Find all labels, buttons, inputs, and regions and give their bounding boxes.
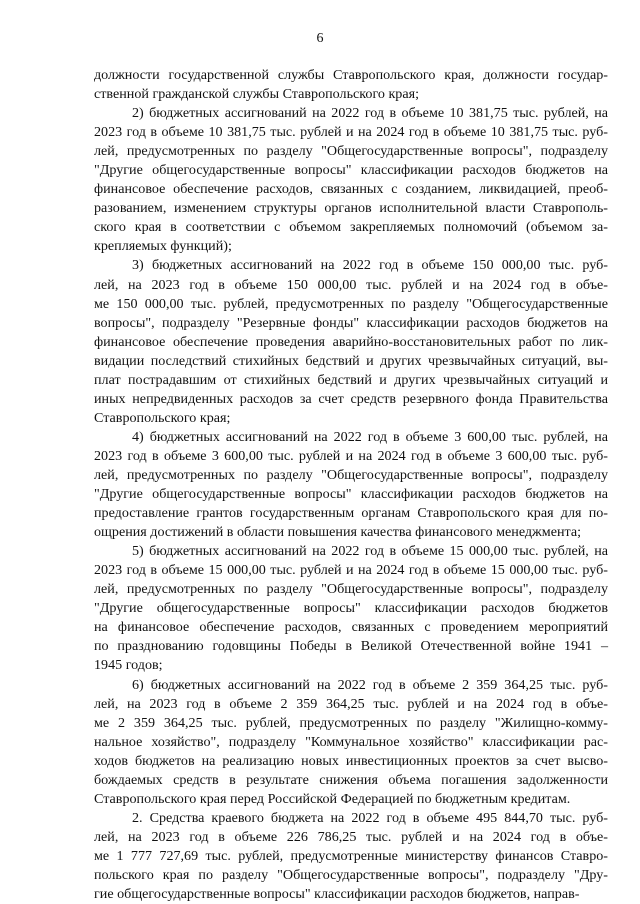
text-line: лей, предусмотренных по разделу "Общегосударственные вопросы", подразделу xyxy=(94,466,608,483)
text-line: 1945 годов; xyxy=(94,657,163,674)
text-line: на финансовое обеспечение расходов, связанных с проведением мероприятий xyxy=(94,619,608,636)
text-line: 2) бюджетных ассигнований на 2022 год в объеме 10 381,75 тыс. рублей, на xyxy=(132,105,608,122)
text-line: бождаемых средств в результате снижения объема погашения задолженности xyxy=(94,771,608,788)
paragraph-item-5 xyxy=(94,542,608,675)
text-line: вопросы", подразделу "Резервные фонды" классификации расходов бюджетов на xyxy=(94,314,608,331)
text-line: 2023 год в объеме 3 600,00 тыс. рублей и на 2024 год в объеме 3 600,00 тыс. руб- xyxy=(94,447,608,464)
text-line: предоставление грантов государственным органам Ставропольского края для по- xyxy=(94,505,608,522)
text-line: финансовое обеспечение проведения аварийно-восстановительных работ по лик- xyxy=(94,333,608,350)
text-line: финансовое обеспечение расходов, связанных с созданием, ликвидацией, преоб- xyxy=(94,181,608,198)
text-line: крепляемых функций); xyxy=(94,238,232,255)
paragraph-continuation xyxy=(94,66,608,104)
text-line: ме 150 000,00 тыс. рублей, предусмотренных по разделу "Общегосударственные xyxy=(94,295,608,312)
text-line: 2023 год в объеме 10 381,75 тыс. рублей и на 2024 год в объеме 10 381,75 тыс. руб- xyxy=(94,124,608,141)
text-line: 6) бюджетных ассигнований на 2022 год в объеме 2 359 364,25 тыс. руб- xyxy=(132,676,608,693)
text-line: польского края по разделу "Общегосударственные вопросы", подразделу "Дру- xyxy=(94,866,608,883)
text-line: ственной гражданской службы Ставропольского края; xyxy=(94,86,419,103)
paragraph-item-2 xyxy=(94,104,608,256)
text-line: ме 2 359 364,25 тыс. рублей, предусмотренных по разделу "Жилищно-комму- xyxy=(94,714,608,731)
text-line: "Другие общегосударственные вопросы" классификации расходов бюджетов на xyxy=(94,486,608,503)
text-line: должности государственной службы Ставропольского края, должности государ- xyxy=(94,67,608,83)
text-line: 4) бюджетных ассигнований на 2022 год в объеме 3 600,00 тыс. рублей, на xyxy=(132,428,608,445)
text-line: иных непредвиденных расходов за счет средств резервного фонда Правительства xyxy=(94,390,608,407)
text-line: 3) бюджетных ассигнований на 2022 год в объеме 150 000,00 тыс. руб- xyxy=(132,257,608,274)
text-line: лей, на 2023 год в объеме 150 000,00 тыс. рублей и на 2024 год в объе- xyxy=(94,276,608,293)
text-line: гие общегосударственные вопросы" классификации расходов бюджетов, направ- xyxy=(94,886,580,903)
text-line: разованием, изменением структуры органов исполнительной власти Ставрополь- xyxy=(94,200,608,217)
paragraph-item-3 xyxy=(94,256,608,427)
paragraph-item-6 xyxy=(94,676,608,809)
text-line: плат пострадавшим от стихийных бедствий и других чрезвычайных ситуаций и xyxy=(94,371,608,388)
text-line: ме 1 777 727,69 тыс. рублей, предусмотренные министерству финансов Ставро- xyxy=(94,847,608,864)
text-line: ходов бюджетов на реализацию новых инвестиционных проектов за счет высво- xyxy=(94,752,608,769)
text-line: 5) бюджетных ассигнований на 2022 год в объеме 15 000,00 тыс. рублей, на xyxy=(132,543,608,560)
text-line: "Другие общегосударственные вопросы" классификации расходов бюджетов на xyxy=(94,162,608,179)
paragraph-item-4 xyxy=(94,428,608,542)
text-line: лей, предусмотренных по разделу "Общегосударственные вопросы", подразделу xyxy=(94,143,608,160)
text-line: нальное хозяйство", подразделу "Коммунальное хозяйство" классификации рас- xyxy=(94,733,608,750)
text-line: "Другие общегосударственные вопросы" классификации расходов бюджетов xyxy=(94,600,608,617)
text-line: видации последствий стихийных бедствий и других чрезвычайных ситуаций, вы- xyxy=(94,352,608,369)
paragraph-section-2 xyxy=(94,809,608,904)
text-line: ощрения достижений в области повышения качества финансового менеджмента; xyxy=(94,524,582,541)
text-line: Ставропольского края; xyxy=(94,409,231,426)
text-line: лей, на 2023 год в объеме 226 786,25 тыс. рублей и на 2024 год в объе- xyxy=(94,828,608,845)
document-body xyxy=(94,66,608,904)
text-line: лей, предусмотренных по разделу "Общегосударственные вопросы", подразделу xyxy=(94,581,608,598)
text-line: Ставропольского края перед Российской Федерацией по бюджетным кредитам. xyxy=(94,790,571,807)
text-line: 2. Средства краевого бюджета на 2022 год в объеме 495 844,70 тыс. руб- xyxy=(132,809,608,826)
text-line: 2023 год в объеме 15 000,00 тыс. рублей и на 2024 год в объеме 15 000,00 тыс. руб- xyxy=(94,562,608,579)
text-line: ского края в соответствии с объемом закрепляемых полномочий (объемом за- xyxy=(94,219,608,236)
page-number: 6 xyxy=(316,31,324,46)
text-line: лей, на 2023 год в объеме 2 359 364,25 тыс. рублей и на 2024 год в объе- xyxy=(94,695,608,712)
text-line: по празднованию годовщины Победы в Великой Отечественной войне 1941 – xyxy=(94,638,608,655)
